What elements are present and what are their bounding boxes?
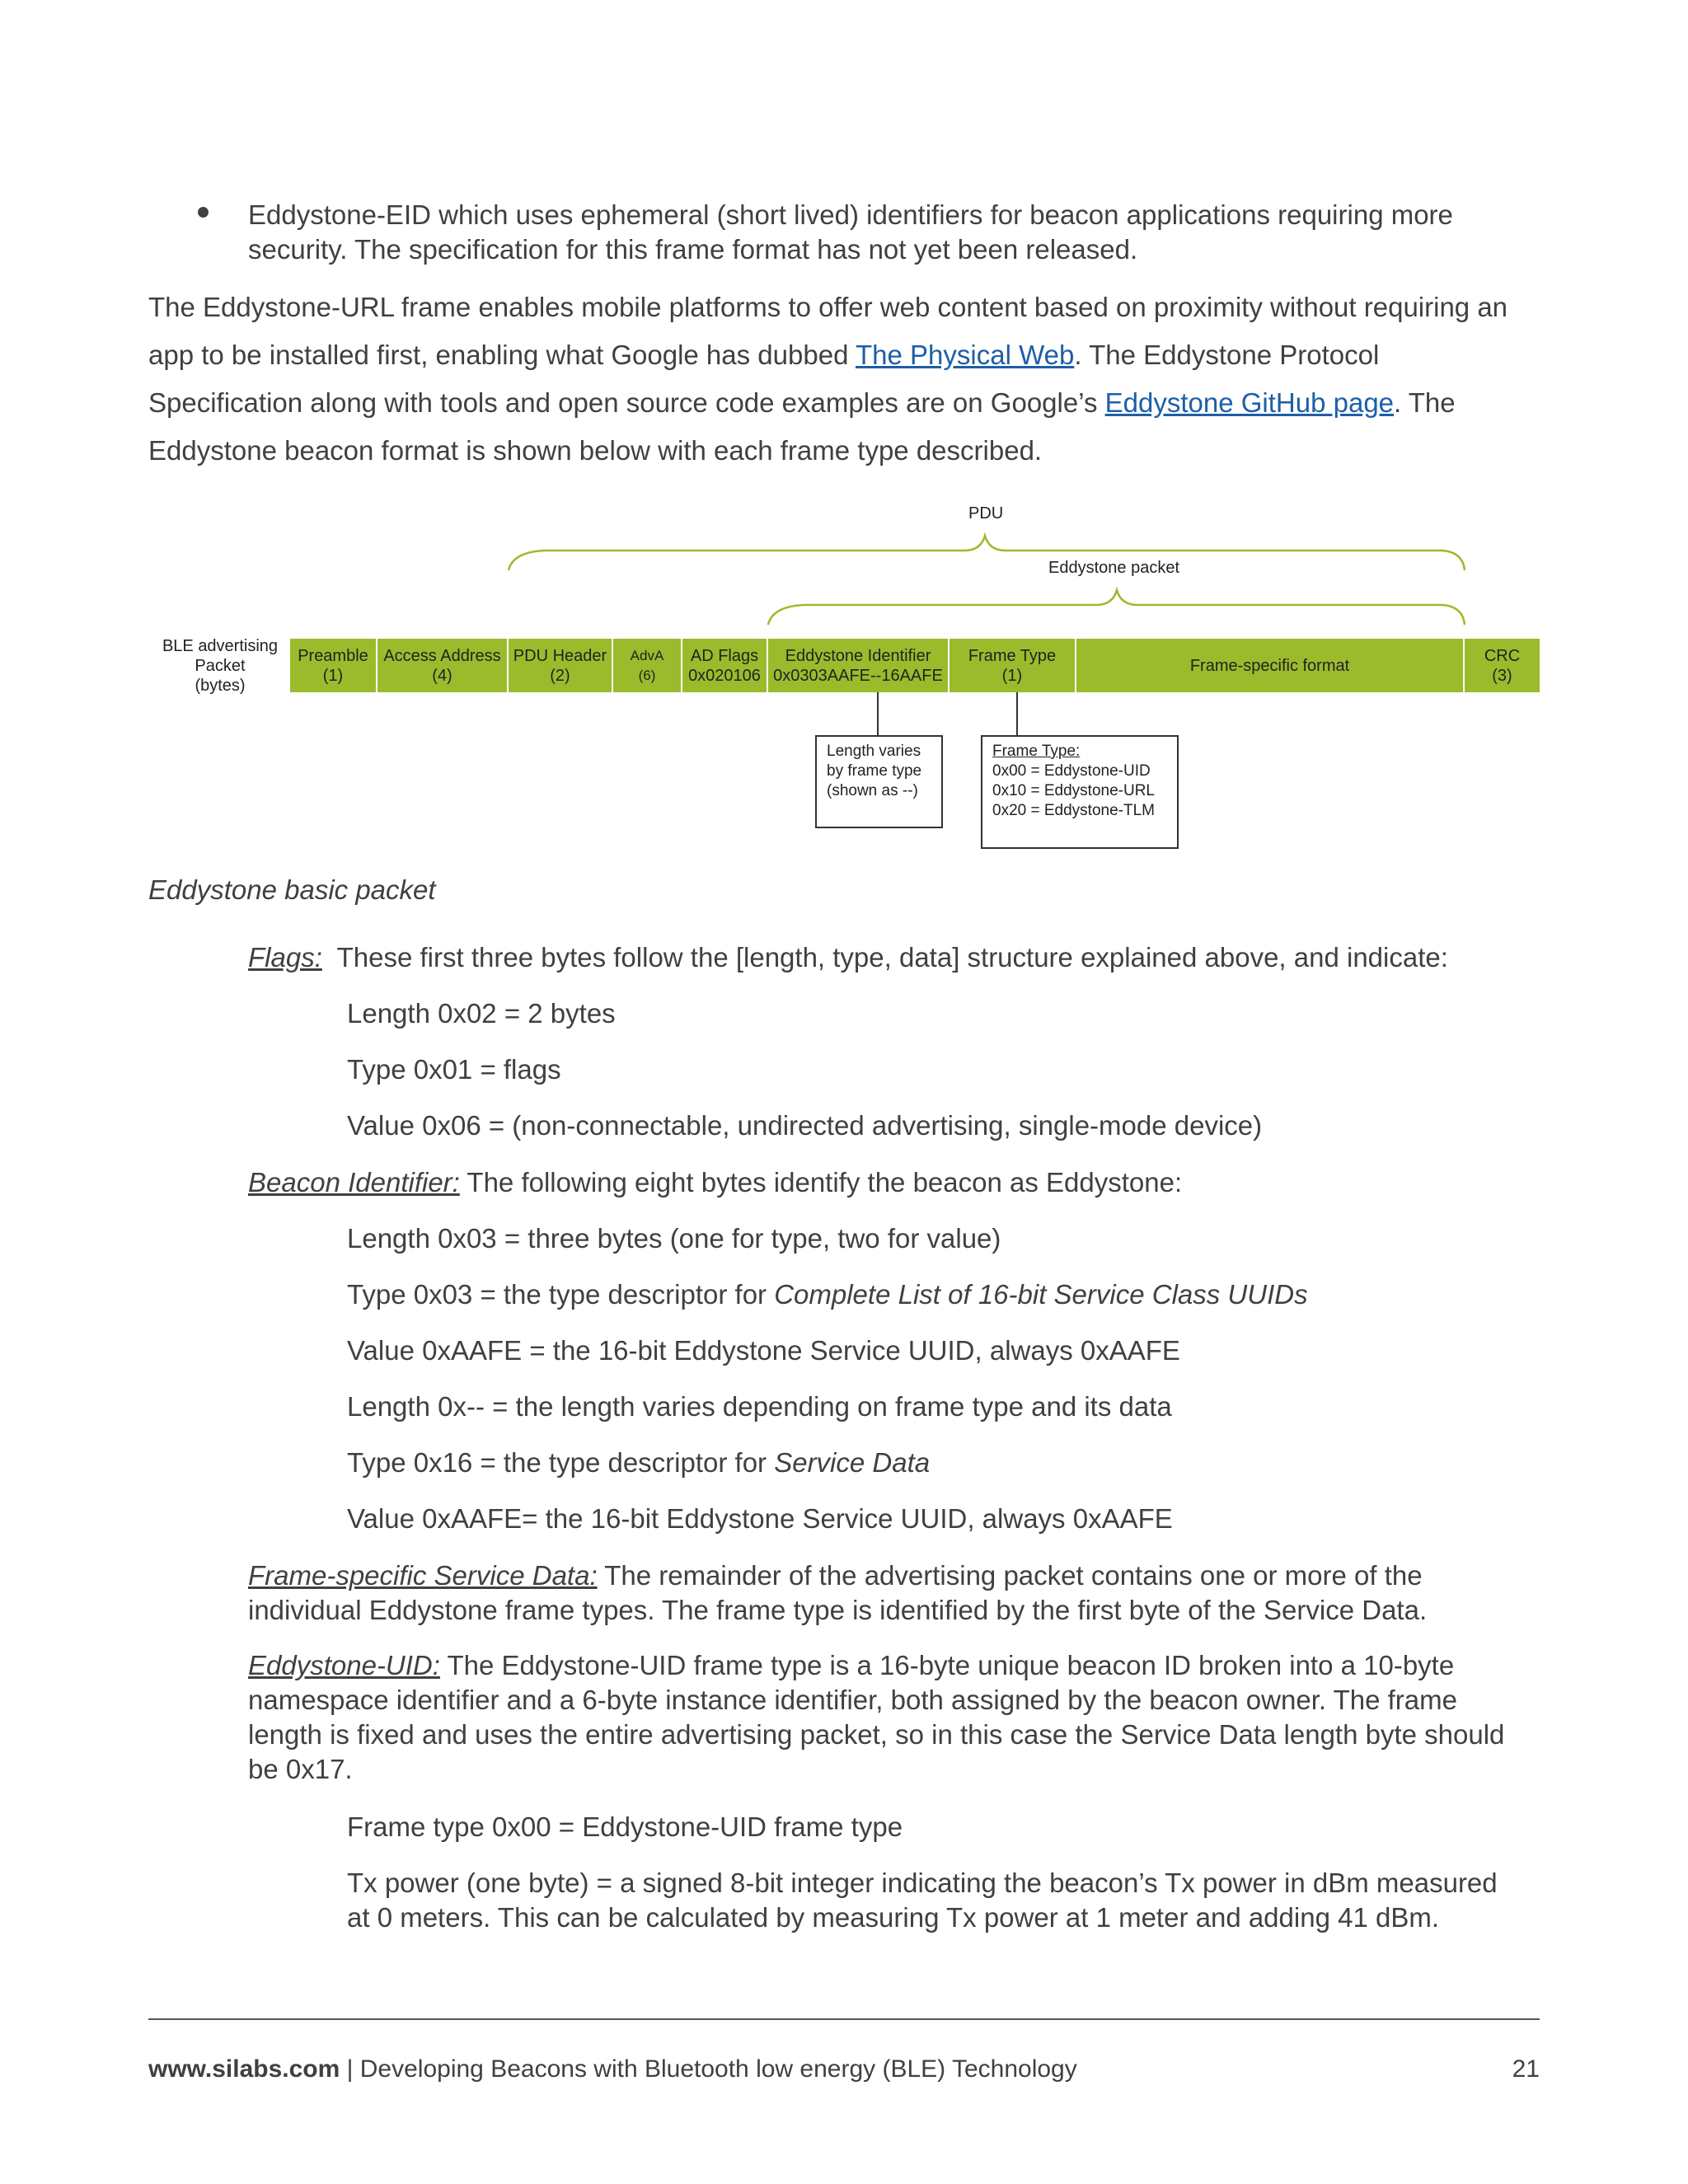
segment-value: (1)	[322, 666, 344, 685]
segment-value: (2)	[550, 666, 570, 685]
footer-separator: |	[340, 2055, 360, 2083]
physical-web-link[interactable]: The Physical Web	[856, 340, 1075, 370]
intro-line: The Eddystone-URL frame enables mobile platforms to offer web content based on proximity without requiring an	[148, 292, 1508, 322]
silabs-link[interactable]: www.silabs.com	[148, 2055, 340, 2083]
segment-value: (6)	[638, 667, 656, 683]
page-number: 21	[1512, 2055, 1540, 2083]
segment-title: AdvA	[630, 647, 664, 663]
segment-value: (4)	[432, 666, 452, 685]
segment-crc	[1465, 639, 1540, 692]
segment-title: PDU Header	[513, 646, 607, 665]
text-span: Complete List of 16-bit Service Class UUIDs	[774, 1279, 1308, 1310]
text-span: Tx power (one byte) = a signed 8-bit integer indicating the beacon’s Tx power in dBm measured	[347, 1868, 1498, 1898]
segment-frame-type	[950, 639, 1076, 692]
segment-title: Eddystone Identifier	[785, 646, 931, 665]
eddystone-packet-diagram	[0, 494, 1688, 857]
segment-value: 0x020106	[688, 666, 761, 685]
flags-label: Flags:	[248, 942, 322, 972]
box-line: 0x20 = Eddystone-TLM	[992, 802, 1155, 819]
pdu-label: PDU	[968, 504, 1004, 523]
bullet-line: Eddystone-EID which uses ephemeral (short lived) identifiers for beacon applications requiring more	[248, 199, 1453, 230]
text-span: app to be installed first, enabling what Google has dubbed	[148, 340, 856, 370]
text-span: Type 0x03 = the type descriptor for	[347, 1279, 775, 1310]
segment-access-address	[377, 639, 509, 692]
bullet-icon	[198, 207, 209, 218]
beacon-identifier-heading	[248, 1165, 1182, 1200]
text-span: Service Data	[774, 1447, 931, 1478]
flags-item: Length 0x02 = 2 bytes	[347, 998, 616, 1029]
text-span: be 0x17.	[248, 1754, 353, 1784]
footer-text	[148, 2055, 1077, 2083]
text-span: Type 0x16 = the type descriptor for	[347, 1447, 775, 1478]
text-span: length is fixed and uses the entire advertising packet, so in this case the Service Data length byte should	[248, 1719, 1505, 1750]
segment-frame-specific	[1076, 639, 1465, 692]
segment-value: (1)	[1001, 666, 1023, 685]
segment-title: CRC	[1484, 646, 1521, 665]
beacon-id-item: Value 0xAAFE= the 16-bit Eddystone Service UUID, always 0xAAFE	[347, 1503, 1173, 1534]
segment-title: AD Flags	[690, 646, 759, 665]
figure-caption: Eddystone basic packet	[148, 874, 436, 905]
footer-title: Developing Beacons with Bluetooth low energy (BLE) Technology	[359, 2055, 1077, 2083]
intro-line	[148, 331, 1541, 379]
footer-divider	[148, 2018, 1540, 2020]
beacon-identifier-label: Beacon Identifier:	[248, 1167, 460, 1197]
box-line: (shown as --)	[827, 782, 918, 799]
segment-eddystone-identifier	[768, 639, 950, 692]
flags-heading	[248, 940, 1448, 975]
beacon-id-item: Value 0xAAFE = the 16-bit Eddystone Service UUID, always 0xAAFE	[347, 1335, 1180, 1366]
segment-title: Frame-specific format	[1189, 656, 1350, 675]
segment-preamble	[290, 639, 377, 692]
flags-item: Value 0x06 = (non-connectable, undirected advertising, single-mode device)	[347, 1110, 1263, 1141]
pdu-brace	[509, 536, 1465, 570]
text-span: The Eddystone-UID frame type is a 16-byte unique beacon ID broken into a 10-byte	[439, 1650, 1455, 1680]
beacon-id-item: Length 0x-- = the length varies depending on frame type and its data	[347, 1391, 1172, 1422]
text-span: individual Eddystone frame types. The frame type is identified by the first byte of the Service Data.	[248, 1595, 1428, 1625]
text-span: . The	[1394, 387, 1456, 418]
intro-line	[148, 379, 1541, 427]
row-label-line: BLE advertising	[162, 637, 279, 655]
segment-ad-flags	[682, 639, 768, 692]
text-span: . The Eddystone Protocol	[1074, 340, 1380, 370]
length-varies-box	[815, 735, 943, 828]
segment-value: 0x0303AAFE--16AAFE	[773, 666, 943, 685]
eddystone-packet-label: Eddystone packet	[1048, 559, 1179, 577]
flags-item: Type 0x01 = flags	[347, 1054, 561, 1085]
text-span: at 0 meters. This can be calculated by measuring Tx power at 1 meter and adding 41 dBm.	[347, 1902, 1439, 1933]
beacon-id-item	[347, 1277, 1308, 1312]
segment-adva	[613, 639, 682, 692]
uid-item	[347, 1866, 1542, 1935]
segment-title: Access Address	[383, 646, 501, 665]
text-span: The remainder of the advertising packet contains one or more of the	[597, 1560, 1423, 1591]
row-label	[158, 636, 282, 696]
frame-specific-label: Frame-specific Service Data:	[248, 1560, 598, 1591]
eddystone-github-link[interactable]: Eddystone GitHub page	[1104, 387, 1395, 418]
segment-pdu-header	[509, 639, 613, 692]
segment-value: (3)	[1492, 666, 1512, 685]
intro-line: Eddystone beacon format is shown below with each frame type described.	[148, 435, 1043, 466]
text-span: namespace identifier and a 6-byte instance identifier, both assigned by the beacon owner. The frame	[248, 1685, 1457, 1715]
beacon-id-item	[347, 1446, 930, 1480]
eddystone-uid-label: Eddystone-UID:	[248, 1650, 440, 1680]
row-label-line: Packet	[195, 657, 246, 675]
text-span: Specification along with tools and open source code examples are on Google’s	[148, 387, 1105, 418]
bullet-text	[248, 198, 1542, 267]
segment-title: Preamble	[298, 646, 368, 665]
frame-specific-paragraph	[248, 1558, 1542, 1628]
box-line: 0x10 = Eddystone-URL	[992, 782, 1155, 799]
box-line: Length varies	[827, 743, 921, 760]
eddystone-uid-paragraph	[248, 1648, 1542, 1787]
beacon-id-item: Length 0x03 = three bytes (one for type, two for value)	[347, 1223, 1001, 1254]
bullet-line: security. The specification for this frame format has not yet been released.	[248, 234, 1138, 265]
box-line: 0x00 = Eddystone-UID	[992, 762, 1151, 780]
flags-text: These first three bytes follow the [length, type, data] structure explained above, and indicate:	[321, 942, 1448, 972]
beacon-identifier-text: The following eight bytes identify the beacon as Eddystone:	[459, 1167, 1183, 1197]
row-label-line: (bytes)	[195, 677, 246, 695]
box-line: by frame type	[827, 762, 922, 780]
segment-title: Frame Type	[968, 646, 1057, 665]
intro-paragraph	[148, 284, 1541, 475]
box-title: Frame Type:	[992, 743, 1081, 760]
frame-type-box	[981, 735, 1179, 849]
uid-item: Frame type 0x00 = Eddystone-UID frame type	[347, 1811, 903, 1842]
packet-brace	[768, 590, 1465, 625]
